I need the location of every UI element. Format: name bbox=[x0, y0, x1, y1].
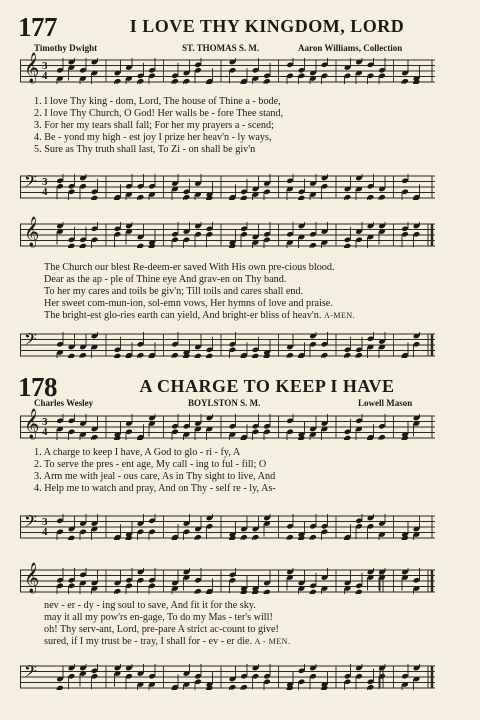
staff-lines bbox=[20, 664, 435, 690]
bass-clef-icon: 𝄢 bbox=[24, 331, 37, 353]
verse-line: 1. I love Thy king - dom, Lord, The house of Thine a - bode, bbox=[34, 96, 281, 107]
bass-clef-icon: 𝄢 bbox=[24, 173, 37, 195]
hymn-author: Timothy Dwight bbox=[34, 43, 98, 53]
staff-lines bbox=[20, 332, 435, 358]
hymn-tune: ST. THOMAS S. M. bbox=[182, 43, 260, 53]
hymn-composer: Lowell Mason bbox=[358, 398, 413, 408]
staff-lines bbox=[20, 222, 435, 248]
verse-line bbox=[44, 310, 444, 322]
verse-line: 5. Sure as Thy truth shall last, To Zi - on shall be giv'n bbox=[34, 144, 256, 155]
verse-line: Dear as the ap - ple of Thine eye And grav-en on Thy band. bbox=[44, 274, 287, 285]
hymn-tune: BOYLSTON S. M. bbox=[188, 398, 261, 408]
verse-line: The Church our blest Re-deem-er saved With His own pre-cious blood. bbox=[44, 262, 335, 273]
treble-staff bbox=[20, 409, 435, 440]
bass-staff bbox=[20, 174, 435, 200]
verse-line: 4. Help me to watch and pray, And on Thy - self re - ly, As- bbox=[34, 483, 276, 494]
hymn-composer: Aaron Williams, Collection bbox=[298, 43, 403, 53]
verse-line: may it all my pow'rs en-gage, To do my Mas - ter's will! bbox=[44, 612, 273, 623]
bass-staff bbox=[20, 514, 435, 540]
verse-block bbox=[34, 96, 434, 156]
verse-line: 3. Arm me with jeal - ous care, As in Thy sight to live, And bbox=[34, 471, 276, 482]
bass-staff bbox=[20, 664, 435, 690]
bass-clef-icon: 𝄢 bbox=[24, 663, 37, 685]
verse-line: oh! Thy serv-ant, Lord, pre-pare A strict ac-count to give! bbox=[44, 624, 279, 635]
treble-clef-icon: 𝄞 bbox=[24, 217, 40, 246]
amen-label: A - MEN. bbox=[254, 637, 291, 646]
time-signature: 3 4 bbox=[42, 516, 48, 538]
treble-clef-icon: 𝄞 bbox=[24, 53, 40, 82]
time-signature: 3 4 bbox=[42, 60, 48, 82]
staff-lines bbox=[20, 174, 435, 200]
treble-staff bbox=[20, 563, 435, 594]
time-signature: 3 4 bbox=[42, 416, 48, 438]
hymn-author: Charles Wesley bbox=[34, 398, 94, 408]
verse-line: To her my cares and toils be giv'n; Till toils and cares shall end. bbox=[44, 286, 304, 297]
hymn-number: 178 bbox=[18, 372, 57, 402]
treble-clef-icon: 𝄞 bbox=[24, 409, 40, 438]
time-signature: 3 4 bbox=[42, 176, 48, 198]
verse-line: 3. For her my tears shall fall; For her my prayers a - scend; bbox=[34, 120, 274, 131]
verse-line: 2. I love Thy Church, O God! Her walls be - fore Thee stand, bbox=[34, 108, 284, 119]
treble-clef-icon: 𝄞 bbox=[24, 563, 40, 592]
staff-lines bbox=[20, 568, 435, 594]
staff-lines bbox=[20, 514, 435, 540]
verse-line: nev - er - dy - ing soul to save, And fit it for the sky. bbox=[44, 600, 256, 611]
verse-line: 2. To serve the pres - ent age, My call - ing to ful - fill; O bbox=[34, 459, 267, 470]
bass-clef-icon: 𝄢 bbox=[24, 513, 37, 535]
hymn-title: I LOVE THY KINGDOM, LORD bbox=[129, 16, 405, 36]
staff-lines bbox=[20, 58, 435, 84]
staff-lines bbox=[20, 414, 435, 440]
verse-line bbox=[44, 636, 444, 648]
treble-staff bbox=[20, 217, 435, 248]
verse-block bbox=[44, 262, 444, 322]
verse-line: 4. Be - yond my high - est joy I prize her heav'n - ly ways, bbox=[34, 132, 272, 143]
amen-label: A-MEN. bbox=[323, 311, 356, 320]
hymn-number: 177 bbox=[18, 12, 57, 42]
treble-staff bbox=[20, 53, 435, 84]
verse-block bbox=[34, 447, 434, 495]
verse-line: 1. A charge to keep I have, A God to glo - ri - fy, A bbox=[34, 447, 241, 458]
verse-block bbox=[44, 600, 444, 648]
verse-line: Her sweet com-mun-ion, sol-emn vows, Her hymns of love and praise. bbox=[44, 298, 333, 309]
verse-text: sured, if I my trust be - tray, I shall for - ev - er die. bbox=[44, 636, 253, 647]
verse-text: The bright-est glo-ries earth can yield, And bright-er bliss of heav'n. bbox=[44, 310, 322, 321]
hymn-title: A CHARGE TO KEEP I HAVE bbox=[139, 376, 395, 396]
bass-staff bbox=[20, 332, 435, 358]
